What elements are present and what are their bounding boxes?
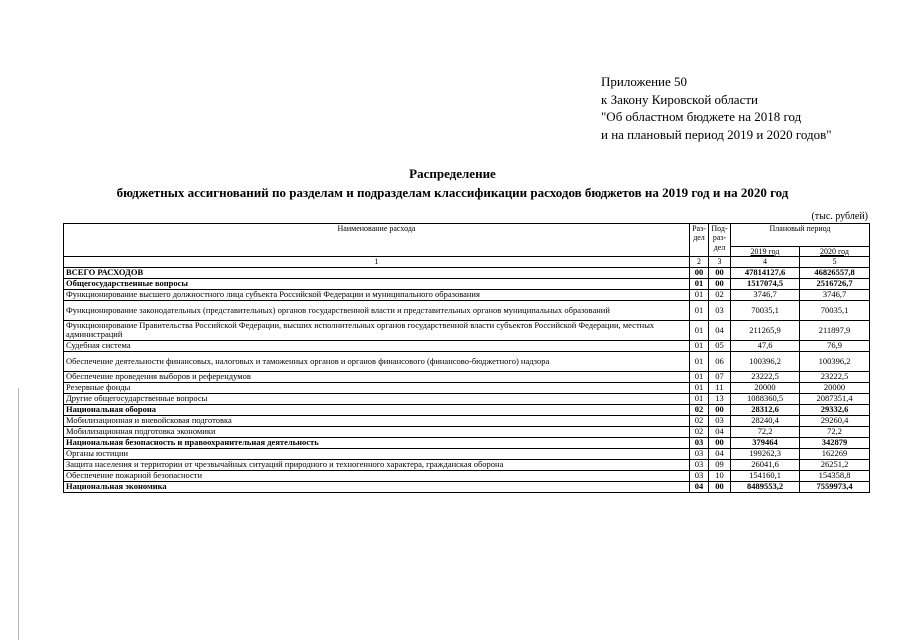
row-section-code: 01: [690, 382, 709, 393]
row-section-code: 02: [690, 404, 709, 415]
row-value-2019: 1088360,5: [731, 393, 800, 404]
row-section-code: 01: [690, 371, 709, 382]
row-value-2019: 28312,6: [731, 404, 800, 415]
row-subsection-code: 03: [709, 415, 731, 426]
row-subsection-code: 00: [709, 481, 731, 492]
row-name: Функционирование законодательных (представительных) органов государственной власти и представительных органов муниципальных образований: [64, 300, 690, 320]
row-subsection-code: 07: [709, 371, 731, 382]
row-value-2019: 154160,1: [731, 470, 800, 481]
row-subsection-code: 00: [709, 404, 731, 415]
row-name: Обеспечение проведения выборов и референдумов: [64, 371, 690, 382]
row-section-code: 01: [690, 320, 709, 340]
row-value-2020: 100396,2: [800, 351, 870, 371]
table-row: [64, 459, 870, 470]
row-name: Национальная экономика: [64, 481, 690, 492]
row-subsection-code: 09: [709, 459, 731, 470]
row-value-2020: 162269: [800, 448, 870, 459]
table-row: [64, 320, 870, 340]
row-subsection-code: 05: [709, 340, 731, 351]
table-row: [64, 382, 870, 393]
row-value-2020: 70035,1: [800, 300, 870, 320]
column-number: 3: [709, 257, 731, 267]
row-name: Мобилизационная подготовка экономики: [64, 426, 690, 437]
document-title: Распределение: [409, 166, 496, 181]
row-value-2020: 2516726,7: [800, 278, 870, 289]
row-name: Обеспечение пожарной безопасности: [64, 470, 690, 481]
row-name: Национальная безопасность и правоохранительная деятельность: [64, 437, 690, 448]
row-value-2019: 28240,4: [731, 415, 800, 426]
appendix-block: [601, 73, 832, 143]
row-value-2019: 199262,3: [731, 448, 800, 459]
row-value-2020: 20000: [800, 382, 870, 393]
appendix-line: и на плановый период 2019 и 2020 годов": [601, 126, 832, 142]
row-value-2020: 76,9: [800, 340, 870, 351]
row-value-2019: 211265,9: [731, 320, 800, 340]
row-value-2020: 23222,5: [800, 371, 870, 382]
row-value-2020: 29260,4: [800, 415, 870, 426]
row-section-code: 03: [690, 448, 709, 459]
row-name: Другие общегосударственные вопросы: [64, 393, 690, 404]
row-subsection-code: 04: [709, 448, 731, 459]
row-value-2019: 72,2: [731, 426, 800, 437]
row-name: Судебная система: [64, 340, 690, 351]
table-row: [64, 351, 870, 371]
row-name: ВСЕГО РАСХОДОВ: [64, 267, 690, 278]
row-name: Функционирование Правительства Российской Федерации, высших исполнительных органов государственной власти субъектов Российской Федерации, местных администраций: [64, 320, 690, 340]
row-name: Резервные фонды: [64, 382, 690, 393]
row-value-2019: 47814127,6: [731, 267, 800, 278]
row-subsection-code: 03: [709, 300, 731, 320]
table-row: [64, 278, 870, 289]
appendix-line: к Закону Кировской области: [601, 91, 758, 107]
row-subsection-code: 11: [709, 382, 731, 393]
header-year-2020: 2020 год: [800, 247, 870, 257]
row-section-code: 02: [690, 426, 709, 437]
row-section-code: 01: [690, 393, 709, 404]
column-number: 1: [64, 257, 690, 267]
row-name: Функционирование высшего должностного лица субъекта Российской Федерации и муниципального образования: [64, 289, 690, 300]
row-section-code: 03: [690, 459, 709, 470]
appendix-line: Приложение 50: [601, 74, 688, 89]
table-row: [64, 267, 870, 278]
row-name: Обеспечение деятельности финансовых, налоговых и таможенных органов и органов финансового (финансово-бюджетного) надзора: [64, 351, 690, 371]
table-row: [64, 340, 870, 351]
header-name: Наименование расхода: [64, 224, 690, 257]
table-row: [64, 300, 870, 320]
row-subsection-code: 00: [709, 278, 731, 289]
row-subsection-code: 06: [709, 351, 731, 371]
row-name: Органы юстиции: [64, 448, 690, 459]
table-row: [64, 404, 870, 415]
row-subsection-code: 04: [709, 426, 731, 437]
table-row: [64, 289, 870, 300]
row-subsection-code: 02: [709, 289, 731, 300]
row-section-code: 01: [690, 278, 709, 289]
document-subtitle: бюджетных ассигнований по разделам и подразделам классификации расходов бюджетов на 2019 год и на 2020 год: [116, 185, 789, 200]
row-value-2020: 46826557,8: [800, 267, 870, 278]
row-value-2019: 26041,6: [731, 459, 800, 470]
row-section-code: 00: [690, 267, 709, 278]
row-value-2020: 26251,2: [800, 459, 870, 470]
table-row: [64, 470, 870, 481]
row-name: Защита населения и территории от чрезвычайных ситуаций природного и техногенного характера, гражданская оборона: [64, 459, 690, 470]
table-row: [64, 426, 870, 437]
row-value-2019: 8489553,2: [731, 481, 800, 492]
row-value-2019: 379464: [731, 437, 800, 448]
table-body: [64, 267, 870, 492]
row-section-code: 01: [690, 351, 709, 371]
row-value-2019: 20000: [731, 382, 800, 393]
row-section-code: 01: [690, 340, 709, 351]
row-subsection-code: 10: [709, 470, 731, 481]
row-name: Общегосударственные вопросы: [64, 278, 690, 289]
units-label: (тыс. рублей): [811, 211, 868, 222]
column-number: 2: [690, 257, 709, 267]
row-subsection-code: 04: [709, 320, 731, 340]
budget-table: [63, 223, 870, 493]
row-value-2020: 29332,6: [800, 404, 870, 415]
table-row: [64, 481, 870, 492]
row-section-code: 01: [690, 289, 709, 300]
table-row: [64, 437, 870, 448]
row-subsection-code: 13: [709, 393, 731, 404]
table-row: [64, 393, 870, 404]
row-value-2019: 23222,5: [731, 371, 800, 382]
row-value-2019: 70035,1: [731, 300, 800, 320]
column-number: 4: [731, 257, 800, 267]
header-subsection: Под-раз-дел: [709, 224, 731, 257]
row-section-code: 03: [690, 437, 709, 448]
row-value-2019: 3746,7: [731, 289, 800, 300]
row-subsection-code: 00: [709, 437, 731, 448]
row-section-code: 04: [690, 481, 709, 492]
table-row: [64, 371, 870, 382]
row-value-2020: 7559973,4: [800, 481, 870, 492]
header-year-2019: 2019 год: [731, 247, 800, 257]
row-value-2020: 154358,8: [800, 470, 870, 481]
header-period: Плановый период: [731, 224, 870, 247]
row-value-2020: 211897,9: [800, 320, 870, 340]
appendix-line: "Об областном бюджете на 2018 год: [601, 109, 802, 124]
scan-edge-line: [18, 388, 19, 640]
row-name: Национальная оборона: [64, 404, 690, 415]
row-value-2020: 342879: [800, 437, 870, 448]
row-value-2019: 100396,2: [731, 351, 800, 371]
row-value-2019: 47,6: [731, 340, 800, 351]
table-row: [64, 448, 870, 459]
row-subsection-code: 00: [709, 267, 731, 278]
row-value-2020: 3746,7: [800, 289, 870, 300]
row-section-code: 02: [690, 415, 709, 426]
column-number: 5: [800, 257, 870, 267]
row-name: Мобилизационная и вневойсковая подготовка: [64, 415, 690, 426]
row-section-code: 01: [690, 300, 709, 320]
row-value-2020: 72,2: [800, 426, 870, 437]
table-row: [64, 415, 870, 426]
row-value-2019: 1517074,5: [731, 278, 800, 289]
header-section: Раз-дел: [690, 224, 709, 257]
row-value-2020: 2087351,4: [800, 393, 870, 404]
row-section-code: 03: [690, 470, 709, 481]
